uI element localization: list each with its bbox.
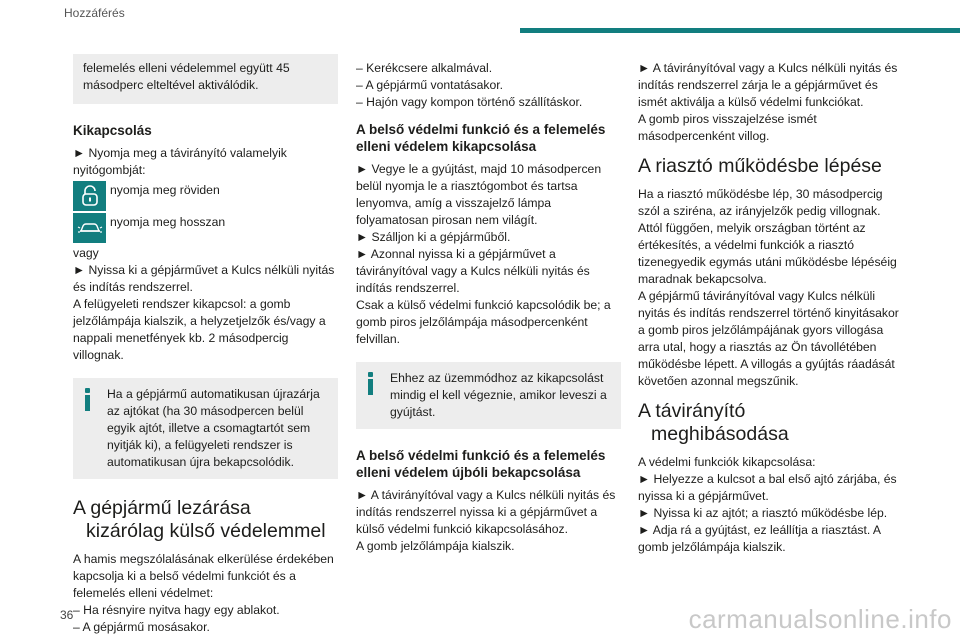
- column-3: [638, 54, 903, 556]
- dash-2: – A gépjármű vontatásakor.: [356, 78, 504, 92]
- col3-paragraph-6: ► Helyezze a kulcsot a bal első ajtó zárjába, és nyissa ki a gépjárművet.: [638, 472, 897, 503]
- column-1: [73, 54, 338, 636]
- continued-note-box: [73, 54, 338, 104]
- info-icon: [368, 372, 373, 396]
- heading-lezarasa-line2: kizárólag külső védelemmel: [86, 520, 326, 542]
- info-box-1: [73, 378, 338, 479]
- heading-lezarasa: [73, 497, 338, 543]
- kik-paragraph-1: ► Nyomja meg a távirányító valamelyik nyitógombját:: [73, 146, 287, 177]
- vagy-text: vagy: [73, 246, 99, 260]
- icon-label-short: nyomja meg röviden: [110, 183, 220, 197]
- lez-dash-2: – A gépjármű mosásakor.: [73, 620, 210, 634]
- car-lights-icon: [73, 213, 106, 243]
- dash-3: – Hajón vagy kompon történő szállításkor.: [356, 95, 583, 109]
- heading-riaszto-mukodesbe: A riasztó működésbe lépése: [638, 155, 882, 177]
- page-number: 36: [60, 608, 74, 622]
- unlock-icon: [73, 181, 106, 211]
- watermark: carmanualsonline.info: [688, 604, 952, 634]
- heading-taviranyito-line2: meghibásodása: [651, 423, 789, 445]
- dash-1: – Kerékcsere alkalmával.: [356, 61, 493, 75]
- section-header: Hozzáférés: [64, 6, 125, 20]
- info-text-2: Ehhez az üzemmódhoz az kikapcsolást mindig el kell végeznie, amikor leveszi a gyújtást.: [390, 371, 607, 419]
- header-accent-bar: [520, 28, 960, 33]
- heading-kikapcsolas: Kikapcsolás: [73, 123, 152, 138]
- col3-paragraph-8: ► Adja rá a gyújtást, ez leállítja a riasztást. A gomb jelzőlámpája kialszik.: [638, 523, 881, 554]
- col2-paragraph-5: ► A távirányítóval vagy a Kulcs nélküli nyitás és indítás rendszerrel nyissa ki a gépjárművet a külső védelmi funkció kikapcsolásához.: [356, 488, 616, 536]
- col3-paragraph-5: A védelmi funkciók kikapcsolása:: [638, 455, 816, 469]
- col3-paragraph-4: A gépjármű távirányítóval vagy Kulcs nélküli nyitás és indítás rendszerrel történő kinyitásakor a gomb piros jelzőlámpájának gyors villogása arra utal, hogy a riasztás az Ön távollétében működésbe lépett. A villogás a gyújtás ráadását követően azonnal megszűnik.: [638, 289, 899, 388]
- col3-paragraph-3: Ha a riasztó működésbe lép, 30 másodpercig szól a sziréna, az irányjelzők pedig villognak. Attól függően, melyik országban történt az értékesítés, a védelmi funkciók a riasztó tizenegyedik egymás utáni működésbe lépéséig maradnak bekapcsolva.: [638, 187, 897, 286]
- col2-paragraph-2: ► Szálljon ki a gépjárműből.: [356, 230, 511, 244]
- col2-paragraph-4: Csak a külső védelmi funkció kapcsolódik be; a gomb piros jelzőlámpája másodpercenként felvillan.: [356, 298, 611, 346]
- column-2: [356, 54, 621, 555]
- info-icon: [85, 388, 90, 412]
- heading-taviranyito-line1: A távirányító: [638, 400, 746, 422]
- col3-paragraph-7: ► Nyissa ki az ajtót; a riasztó működésbe lép.: [638, 506, 888, 520]
- icon-row-long: [73, 213, 338, 243]
- kik-paragraph-3: A felügyeleti rendszer kikapcsol: a gomb jelzőlámpája kialszik, a helyzetjelzők és/vagy a nappali menetfények kb. 2 másodpercig villognak.: [73, 297, 326, 362]
- heading-taviranyito-meghibasodasa: [638, 400, 903, 446]
- continued-note: felemelés elleni védelemmel együtt 45 másodperc elteltével aktiválódik.: [83, 61, 290, 92]
- kik-paragraph-2: ► Nyissa ki a gépjárművet a Kulcs nélküli nyitás és indítás rendszerrel.: [73, 263, 335, 294]
- col3-paragraph-2: A gomb piros visszajelzése ismét másodpercenként villog.: [638, 112, 817, 143]
- col2-paragraph-3: ► Azonnal nyissa ki a gépjárművet a távirányítóval vagy a Kulcs nélküli nyitás és indítás rendszerrel.: [356, 247, 590, 295]
- lez-dash-1: – Ha résnyire nyitva hagy egy ablakot.: [73, 603, 280, 617]
- info-text-1: Ha a gépjármű automatikusan újrazárja az ajtókat (ha 30 másodpercen belül egyik ajtót, illetve a csomagtartót sem nyitják ki), a felügyeleti rendszer is automatikusan újra bekapcsolódik.: [107, 387, 320, 469]
- heading-lezarasa-line1: A gépjármű lezárása: [73, 497, 251, 519]
- icon-label-long: nyomja meg hosszan: [110, 215, 226, 229]
- heading-kikapcsolasa: A belső védelmi funkció és a felemelés elleni védelem kikapcsolása: [356, 122, 606, 154]
- col2-paragraph-6: A gomb jelzőlámpája kialszik.: [356, 539, 515, 553]
- info-box-2: [356, 362, 621, 429]
- icon-row-short: [73, 181, 338, 211]
- lez-paragraph-1: A hamis megszólalásának elkerülése érdekében kapcsolja ki a belső védelmi funkciót és a felemelés elleni védelmet:: [73, 552, 334, 600]
- col3-paragraph-1: ► A távirányítóval vagy a Kulcs nélküli nyitás és indítás rendszerrel zárja le a gépjárművet és ismét aktiválja a külső védelmi funkciókat.: [638, 61, 898, 109]
- col2-paragraph-1: ► Vegye le a gyújtást, majd 10 másodpercen belül nyomja le a riasztógombot és tartsa lenyomva, amíg a visszajelző lámpa folyamatosan pirosan nem világít.: [356, 162, 602, 227]
- heading-ujboli-bekapcsolasa: A belső védelmi funkció és a felemelés elleni védelem újbóli bekapcsolása: [356, 448, 606, 480]
